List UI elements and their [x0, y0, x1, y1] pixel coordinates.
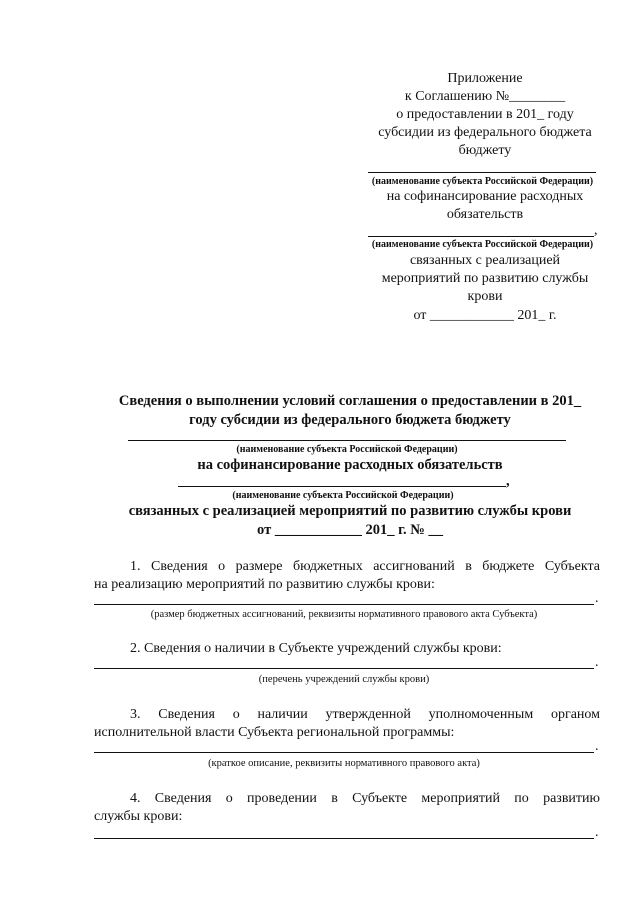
appendix-text-line: о предоставлении в 201_ году: [396, 107, 574, 122]
fill-in-line: [368, 236, 594, 237]
fill-in-line: [178, 486, 506, 487]
title-line: на софинансирование расходных обязательств: [197, 457, 503, 473]
appendix-text-line: субсидии из федерального бюджета: [378, 125, 592, 140]
field-caption: (краткое описание, реквизиты нормативного правового акта): [208, 758, 480, 769]
title-number-date: от ____________ 201_ г. № __: [257, 522, 443, 538]
period: .: [595, 825, 599, 840]
section-text: 4. Сведения о проведении в Субъекте мероприятий по развитию: [130, 791, 600, 806]
section-text: 3. Сведения о наличии утвержденной уполномоченным органом: [130, 707, 600, 722]
field-caption: (наименование субъекта Российской Федерации): [371, 239, 594, 250]
section-text: службы крови:: [94, 809, 183, 824]
appendix-text-line: связанных с реализацией: [409, 253, 561, 268]
period: .: [595, 739, 599, 754]
fill-in-line: [94, 838, 594, 839]
fill-in-line: [94, 752, 594, 753]
fill-in-line: [128, 440, 566, 441]
title-line: Сведения о выполнении условий соглашения о предоставлении в 201_: [118, 393, 582, 409]
fill-in-line: [368, 172, 596, 173]
title-line: связанных с реализацией мероприятий по развитию службы крови: [128, 503, 572, 519]
appendix-agreement-number: к Соглашению №________: [404, 89, 566, 104]
appendix-label: Приложение: [447, 71, 523, 86]
field-caption: (наименование субъекта Российской Федерации): [371, 176, 594, 187]
title-line: году субсидии из федерального бюджета бюджету: [189, 412, 511, 428]
field-caption: (размер бюджетных ассигнований, реквизиты нормативного правового акта Субъекта): [150, 609, 538, 620]
appendix-text-line: крови: [467, 289, 503, 304]
field-caption: (перечень учреждений службы крови): [258, 674, 430, 685]
section-text: 2. Сведения о наличии в Субъекте учреждений службы крови:: [130, 641, 502, 656]
appendix-date: от ____________ 201_ г.: [413, 308, 557, 323]
fill-in-line: [94, 604, 594, 605]
section-text: на реализацию мероприятий по развитию службы крови:: [94, 577, 435, 592]
period: .: [595, 591, 599, 606]
period: .: [595, 655, 599, 670]
appendix-text-line: на софинансирование расходных: [386, 189, 584, 204]
appendix-text-line: мероприятий по развитию службы: [381, 271, 589, 286]
appendix-text-line: бюджету: [458, 143, 512, 158]
fill-in-line: [94, 668, 594, 669]
section-text: исполнительной власти Субъекта региональной программы:: [94, 725, 455, 740]
appendix-text-line: обязательств: [446, 207, 524, 222]
comma: ,: [506, 473, 510, 489]
field-caption: (наименование субъекта Российской Федерации): [236, 444, 458, 455]
field-caption: (наименование субъекта Российской Федерации): [232, 490, 454, 501]
comma: ,: [594, 223, 598, 238]
section-text: 1. Сведения о размере бюджетных ассигнований в бюджете Субъекта: [130, 559, 600, 574]
